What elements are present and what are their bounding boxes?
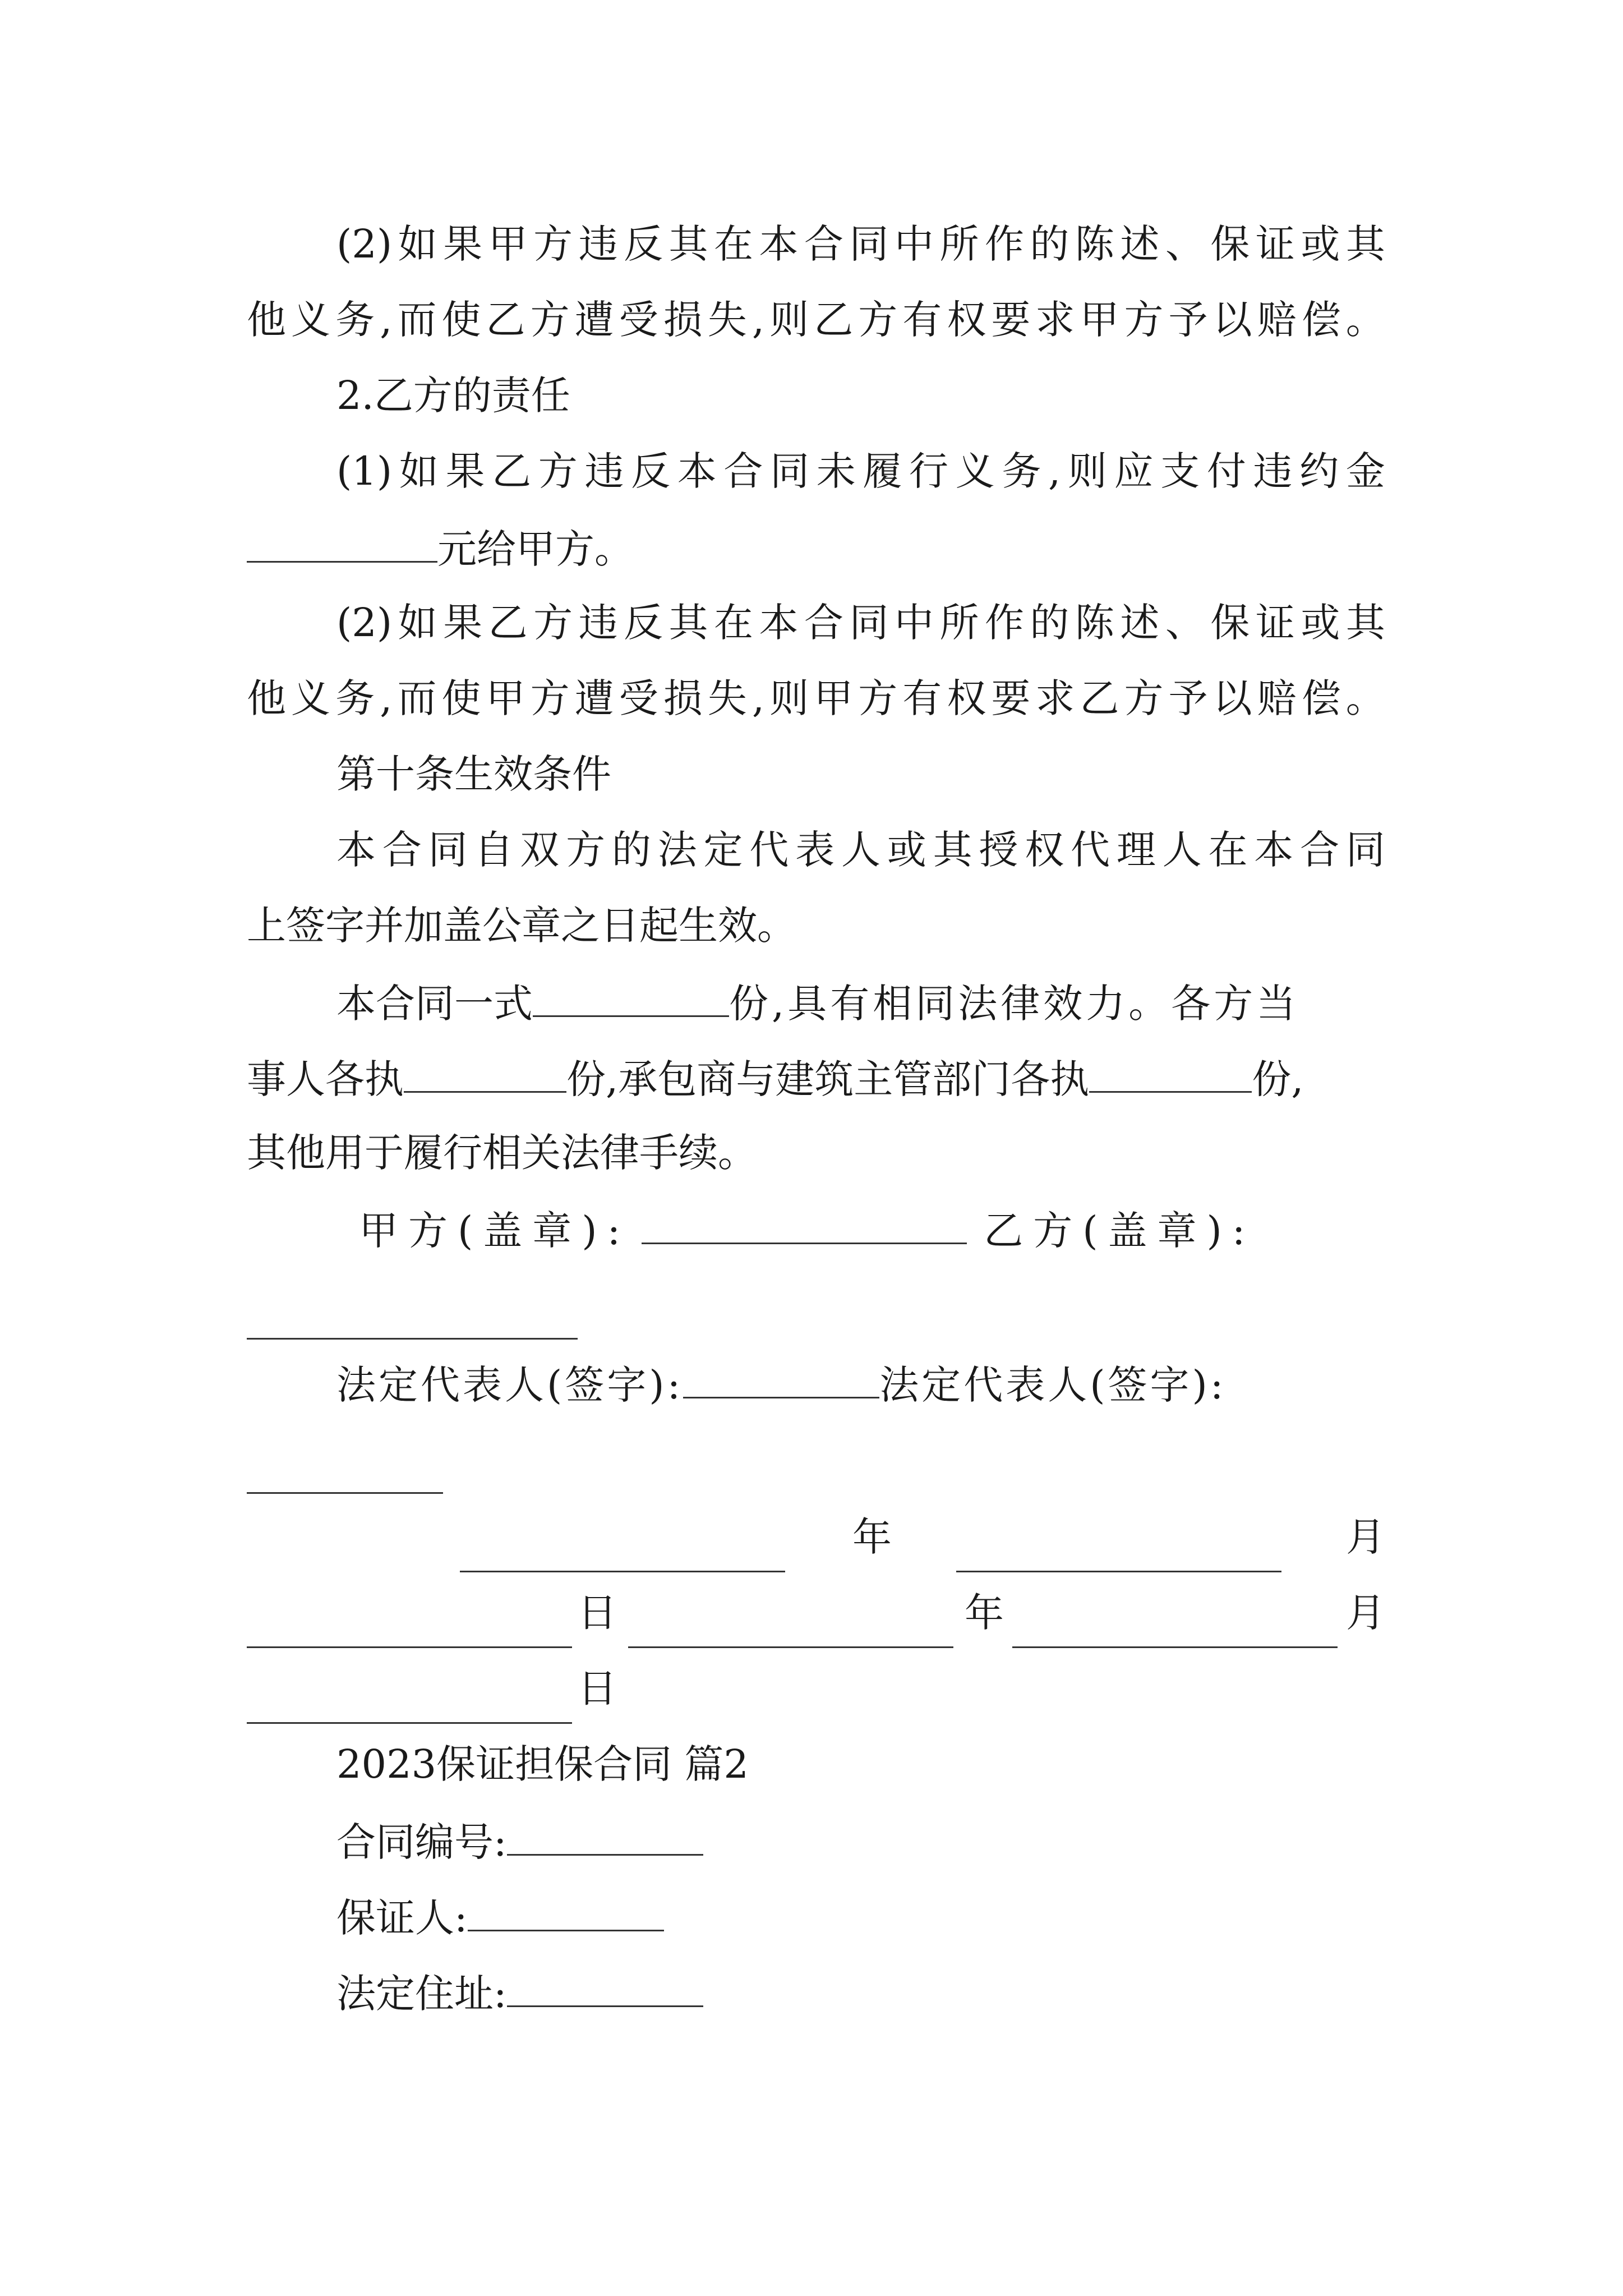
text-glyph: 则	[1067, 448, 1107, 494]
blank-party-a-representative[interactable]	[683, 1358, 879, 1398]
month-label-b: 月	[1346, 1590, 1385, 1636]
blank-day-b[interactable]	[247, 1722, 572, 1724]
text-glyph: 双	[520, 827, 560, 873]
text-glyph: 方	[1124, 297, 1164, 343]
day-label-b: 日	[578, 1665, 617, 1711]
text-glyph: 赔	[1257, 297, 1297, 343]
text-glyph: 、	[1165, 600, 1205, 646]
text-glyph: 人	[1162, 827, 1202, 873]
text-glyph: 金	[1345, 448, 1385, 494]
paragraph-line-1	[336, 219, 1385, 269]
paragraph-line-2	[247, 295, 1385, 345]
paragraph-line-7	[247, 673, 1385, 724]
text-glyph: 而	[397, 675, 437, 721]
text-glyph: 则	[769, 297, 809, 343]
year-label-a: 年	[852, 1514, 892, 1560]
text-glyph: 的	[1030, 600, 1069, 646]
text-glyph: 方	[530, 675, 570, 721]
text-glyph: 损	[663, 297, 703, 343]
text-glyph: 代	[749, 827, 789, 873]
text-glyph: 同	[1345, 827, 1385, 873]
blank-contractor-copies[interactable]	[1089, 1052, 1252, 1093]
text-glyph: 损	[663, 675, 703, 721]
text-glyph: 方	[858, 297, 898, 343]
text-glyph: 方	[858, 675, 898, 721]
paragraph-line-5: 元给甲方。	[247, 522, 1385, 572]
text-glyph: 受	[619, 297, 658, 343]
paragraph-line-6	[336, 597, 1385, 648]
text-glyph: 予	[1168, 297, 1208, 343]
paragraph-line-11: 本合同一式 份,具有相同法律效力。各方当	[336, 976, 1385, 1027]
text-glyph: 保	[1210, 600, 1250, 646]
text-glyph: 本	[759, 221, 799, 267]
legal-address-row: 法定住址:	[336, 1966, 1385, 2017]
text-glyph: 或	[887, 827, 926, 873]
paragraph-line-12: 事人各执 份,承包商与建筑主管部门各执 份,	[247, 1052, 1385, 1102]
text-glyph: 其	[933, 827, 972, 873]
text-glyph: 保	[1210, 221, 1250, 267]
text-glyph: 所	[939, 221, 979, 267]
text-glyph: 偿	[1301, 297, 1341, 343]
text-glyph: 赔	[1257, 675, 1297, 721]
text-glyph: 反	[624, 600, 663, 646]
text-glyph: 理	[1116, 827, 1156, 873]
text-glyph: 予	[1168, 675, 1208, 721]
signature-seal-row: 甲方(盖章): 乙方(盖章):	[359, 1203, 1385, 1254]
text-glyph: 人	[841, 827, 880, 873]
text-glyph: 其	[1345, 600, 1385, 646]
blank-year-b[interactable]	[628, 1646, 953, 1648]
text-glyph: 陈	[1075, 600, 1114, 646]
text-glyph: 遭	[574, 297, 614, 343]
text-glyph: 合	[1300, 827, 1340, 873]
text-glyph: 方	[538, 448, 578, 494]
text-glyph: 同	[428, 827, 468, 873]
text-glyph: 失	[707, 297, 747, 343]
blank-day-a[interactable]	[247, 1646, 572, 1648]
blank-party-a-seal[interactable]	[642, 1203, 967, 1244]
text-glyph: 受	[619, 675, 658, 721]
text-glyph: 如	[398, 600, 437, 646]
text-glyph: 合	[804, 600, 843, 646]
text-glyph: 义	[955, 448, 995, 494]
text-glyph: 其	[668, 600, 708, 646]
paragraph-line-10: 上签字并加盖公章之日起生效。	[247, 903, 796, 949]
text-glyph: ,	[380, 675, 393, 721]
text-glyph: 作	[984, 600, 1024, 646]
text-glyph: 证	[1255, 221, 1295, 267]
text-glyph: 果	[445, 448, 485, 494]
text-glyph: 述	[1120, 221, 1160, 267]
paragraph-line-9	[336, 825, 1385, 875]
text-glyph: 证	[1255, 600, 1295, 646]
text-glyph: 表	[795, 827, 835, 873]
text-glyph: 未	[816, 448, 856, 494]
section-title-guarantee-contract: 2023保证担保合同 篇2	[336, 1741, 749, 1787]
text-glyph: 的	[611, 827, 651, 873]
text-glyph: 甲	[486, 675, 525, 721]
text-glyph: 行	[909, 448, 949, 494]
text-glyph: 乙	[492, 448, 532, 494]
text-glyph: 授	[979, 827, 1018, 873]
text-glyph: 其	[1345, 221, 1385, 267]
text-glyph: 乙	[814, 297, 854, 343]
text-glyph: 他	[247, 297, 286, 343]
text-glyph: 合	[723, 448, 763, 494]
text-glyph: 乙	[1080, 675, 1119, 721]
text-glyph: 代	[1071, 827, 1110, 873]
text-glyph: 以	[1212, 675, 1252, 721]
text-glyph: 合	[804, 221, 843, 267]
text-glyph: (2)	[336, 221, 393, 267]
year-label-b: 年	[965, 1590, 1004, 1636]
text-glyph: 要	[991, 297, 1031, 343]
text-glyph: 方	[1124, 675, 1164, 721]
day-label-a: 日	[578, 1590, 617, 1636]
text-glyph: 甲	[814, 675, 854, 721]
text-glyph: 失	[707, 675, 747, 721]
blank-month-a[interactable]	[956, 1571, 1281, 1572]
text-glyph: 方	[566, 827, 606, 873]
text-glyph: 有	[902, 675, 942, 721]
text-glyph: 支	[1160, 448, 1200, 494]
text-glyph: 同	[770, 448, 810, 494]
text-glyph: 中	[894, 600, 934, 646]
guarantor-row: 保证人:	[336, 1890, 1385, 1941]
text-glyph: 所	[939, 600, 979, 646]
text-glyph: 反	[624, 221, 663, 267]
text-glyph: 遭	[574, 675, 614, 721]
text-glyph: 则	[769, 675, 809, 721]
text-glyph: 本	[1254, 827, 1294, 873]
text-glyph: 权	[947, 297, 986, 343]
text-glyph: 权	[947, 675, 986, 721]
text-glyph: 违	[584, 448, 624, 494]
text-glyph: 他	[247, 675, 286, 721]
blank-party-b-representative[interactable]	[247, 1492, 443, 1494]
text-glyph: 。	[1345, 675, 1385, 721]
text-glyph: ,	[380, 297, 393, 343]
text-glyph: 方	[530, 297, 570, 343]
text-glyph: 要	[991, 675, 1031, 721]
text-glyph: 反	[631, 448, 671, 494]
text-glyph: 或	[1301, 221, 1340, 267]
text-glyph: 在	[714, 221, 754, 267]
text-glyph: 本	[759, 600, 799, 646]
text-glyph: ,	[751, 675, 765, 721]
text-glyph: 履	[863, 448, 902, 494]
text-glyph: 务	[335, 675, 375, 721]
section-heading-party-b-responsibility: 2.乙方的责任	[336, 372, 570, 418]
paragraph-line-13: 其他用于履行相关法律手续。	[247, 1130, 757, 1176]
text-glyph: 约	[1299, 448, 1339, 494]
text-glyph: 有	[902, 297, 942, 343]
paragraph-line-4	[336, 446, 1385, 496]
text-glyph: 自	[474, 827, 514, 873]
representative-signature-row: 法定代表人(签字): 法定代表人(签字):	[336, 1358, 1385, 1408]
text-glyph: 如	[399, 448, 439, 494]
blank-each-party-copies[interactable]	[404, 1052, 566, 1093]
text-glyph: 求	[1035, 297, 1075, 343]
guarantor-field[interactable]	[468, 1890, 664, 1931]
legal-address-field[interactable]	[507, 1966, 703, 2007]
text-glyph: 乙	[486, 297, 525, 343]
blank-party-b-seal[interactable]	[247, 1338, 578, 1340]
text-glyph: 而	[397, 297, 437, 343]
text-glyph: 作	[984, 221, 1024, 267]
text-glyph: 偿	[1301, 675, 1341, 721]
text-glyph: 或	[1301, 600, 1340, 646]
text-glyph: 乙	[488, 600, 528, 646]
blank-month-b[interactable]	[1012, 1646, 1338, 1648]
text-glyph: 本	[677, 448, 717, 494]
text-glyph: ,	[751, 297, 765, 343]
text-glyph: 法	[657, 827, 697, 873]
text-glyph: 同	[849, 221, 889, 267]
text-glyph: 中	[894, 221, 934, 267]
text-glyph: 的	[1030, 221, 1069, 267]
text-glyph: 权	[1025, 827, 1064, 873]
text-glyph: 违	[1253, 448, 1293, 494]
text-glyph: 果	[443, 221, 483, 267]
text-glyph: 务	[335, 297, 375, 343]
article-ten-heading: 第十条生效条件	[336, 751, 611, 797]
text-glyph: (2)	[336, 600, 393, 646]
text-glyph: 违	[578, 221, 618, 267]
text-glyph: 违	[578, 600, 618, 646]
blank-copies-count[interactable]	[533, 976, 729, 1017]
text-glyph: 本	[336, 827, 376, 873]
text-glyph: 其	[668, 221, 708, 267]
text-glyph: 果	[443, 600, 483, 646]
text-glyph: 在	[714, 600, 754, 646]
text-glyph: 如	[398, 221, 437, 267]
text-glyph: 使	[441, 297, 481, 343]
month-label-a: 月	[1346, 1514, 1385, 1560]
text-glyph: 甲	[1080, 297, 1119, 343]
text-glyph: (1)	[336, 448, 393, 494]
text-glyph: 合	[382, 827, 422, 873]
text-glyph: 述	[1120, 600, 1160, 646]
text-glyph: 定	[703, 827, 743, 873]
text-glyph: 同	[849, 600, 889, 646]
text-glyph: 使	[441, 675, 481, 721]
text-glyph: 义	[291, 675, 331, 721]
text-glyph: 甲	[488, 221, 528, 267]
contract-number-field[interactable]	[507, 1815, 703, 1856]
text-glyph: 务	[1002, 448, 1041, 494]
text-glyph: 。	[1345, 297, 1385, 343]
contract-number-row: 合同编号:	[336, 1815, 1385, 1865]
text-glyph: ,	[1048, 448, 1061, 494]
text-glyph: 付	[1206, 448, 1246, 494]
text-glyph: 在	[1208, 827, 1248, 873]
text-glyph: 应	[1114, 448, 1154, 494]
text-glyph: 、	[1165, 221, 1205, 267]
text-glyph: 陈	[1075, 221, 1114, 267]
blank-year-a[interactable]	[460, 1571, 785, 1572]
text-glyph: 以	[1212, 297, 1252, 343]
text-glyph: 求	[1035, 675, 1075, 721]
text-glyph: 方	[533, 221, 573, 267]
text-glyph: 义	[291, 297, 331, 343]
text-glyph: 方	[533, 600, 573, 646]
blank-penalty-amount[interactable]	[247, 522, 437, 563]
